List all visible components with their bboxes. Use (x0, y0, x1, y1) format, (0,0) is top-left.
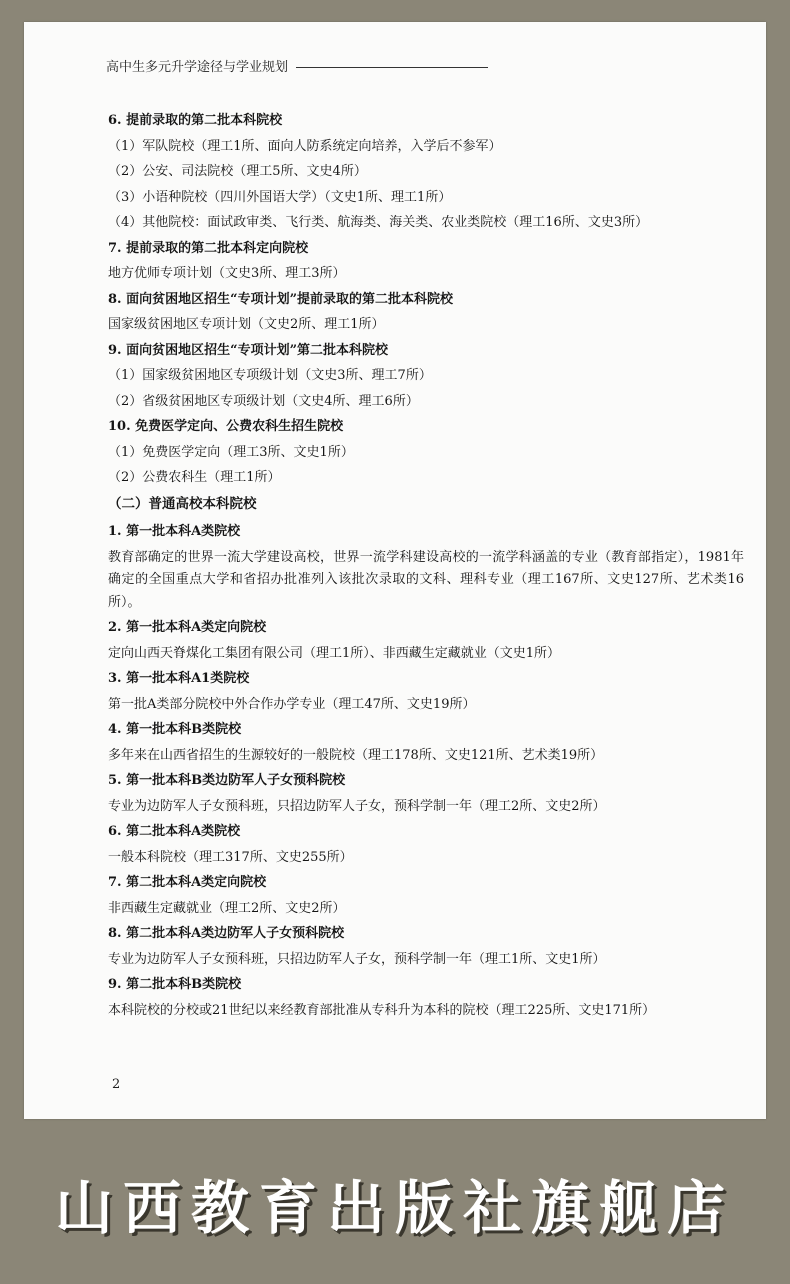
item-heading: 1. 第一批本科A类院校 (108, 524, 241, 539)
item-line: 非西藏生定藏就业（理工2所、文史2所） (108, 900, 346, 916)
item-heading: 5. 第一批本科B类边防军人子女预科院校 (108, 773, 346, 788)
item-heading: 7. 提前录取的第二批本科定向院校 (108, 240, 309, 256)
item-heading: 8. 第二批本科A类边防军人子女预科院校 (108, 926, 345, 941)
item-line: 一般本科院校（理工317所、文史255所） (108, 849, 353, 865)
item-line: 第一批A类部分院校中外合作办学专业（理工47所、文史19所） (108, 696, 476, 712)
item-heading: 6. 第二批本科A类院校 (108, 824, 241, 839)
book-page (24, 22, 766, 1119)
item-line: 本科院校的分校或21世纪以来经教育部批准从专科升为本科的院校（理工225所、文史171所） (108, 1002, 656, 1018)
page-content (108, 110, 744, 1022)
page-number: 2 (112, 1077, 121, 1092)
item-heading: 7. 第二批本科A类定向院校 (108, 875, 267, 890)
item-paragraph: 教育部确定的世界一流大学建设高校，世界一流学科建设高校的一流学科涵盖的专业（教育部指定），1981年确定的全国重点大学和省招办批准列入该批次录取的文科、理科专业（理工167所、文史127所、艺术类16所）。 (108, 549, 744, 610)
header-rule (296, 67, 488, 68)
item-line: 专业为边防军人子女预科班，只招边防军人子女，预科学制一年（理工2所、文史2所） (108, 798, 606, 814)
item-line: （2）省级贫困地区专项级计划（文史4所、理工6所） (108, 393, 419, 409)
item-line: 地方优师专项计划（文史3所、理工3所） (108, 266, 346, 281)
item-heading: 9. 面向贫困地区招生“专项计划”第二批本科院校 (108, 342, 389, 358)
store-banner: 山西教育出版社旗舰店 (54, 1174, 735, 1242)
header-title: 高中生多元升学途径与学业规划 (106, 60, 289, 75)
section-heading: （二）普通高校本科院校 (108, 495, 257, 512)
item-line: （1）军队院校（理工1所、面向人防系统定向培养，入学后不参军） (108, 138, 502, 154)
item-heading: 3. 第一批本科A1类院校 (108, 671, 250, 686)
item-heading: 9. 第二批本科B类院校 (108, 977, 242, 992)
item-heading: 4. 第一批本科B类院校 (108, 722, 242, 737)
item-heading: 8. 面向贫困地区招生“专项计划”提前录取的第二批本科院校 (108, 291, 454, 307)
item-heading: 10. 免费医学定向、公费农科生招生院校 (108, 419, 344, 434)
item-line: （4）其他院校：面试政审类、飞行类、航海类、海关类、农业类院校（理工16所、文史3所） (108, 215, 649, 230)
item-line: 国家级贫困地区专项计划（文史2所、理工1所） (108, 317, 385, 332)
item-heading: 6. 提前录取的第二批本科院校 (108, 113, 283, 128)
item-line: 专业为边防军人子女预科班，只招边防军人子女，预科学制一年（理工1所、文史1所） (108, 951, 606, 967)
item-line: 定向山西天脊煤化工集团有限公司（理工1所）、非西藏生定藏就业（文史1所） (108, 645, 561, 661)
item-line: 多年来在山西省招生的生源较好的一般院校（理工178所、文史121所、艺术类19所） (108, 747, 604, 763)
item-heading: 2. 第一批本科A类定向院校 (108, 620, 267, 635)
running-header (106, 56, 488, 75)
item-line: （2）公安、司法院校（理工5所、文史4所） (108, 164, 367, 179)
item-line: （1）免费医学定向（理工3所、文史1所） (108, 444, 354, 460)
item-line: （3）小语种院校（四川外国语大学）（文史1所、理工1所） (108, 189, 452, 205)
item-line: （2）公费农科生（理工1所） (108, 470, 281, 485)
item-line: （1）国家级贫困地区专项级计划（文史3所、理工7所） (108, 368, 432, 383)
